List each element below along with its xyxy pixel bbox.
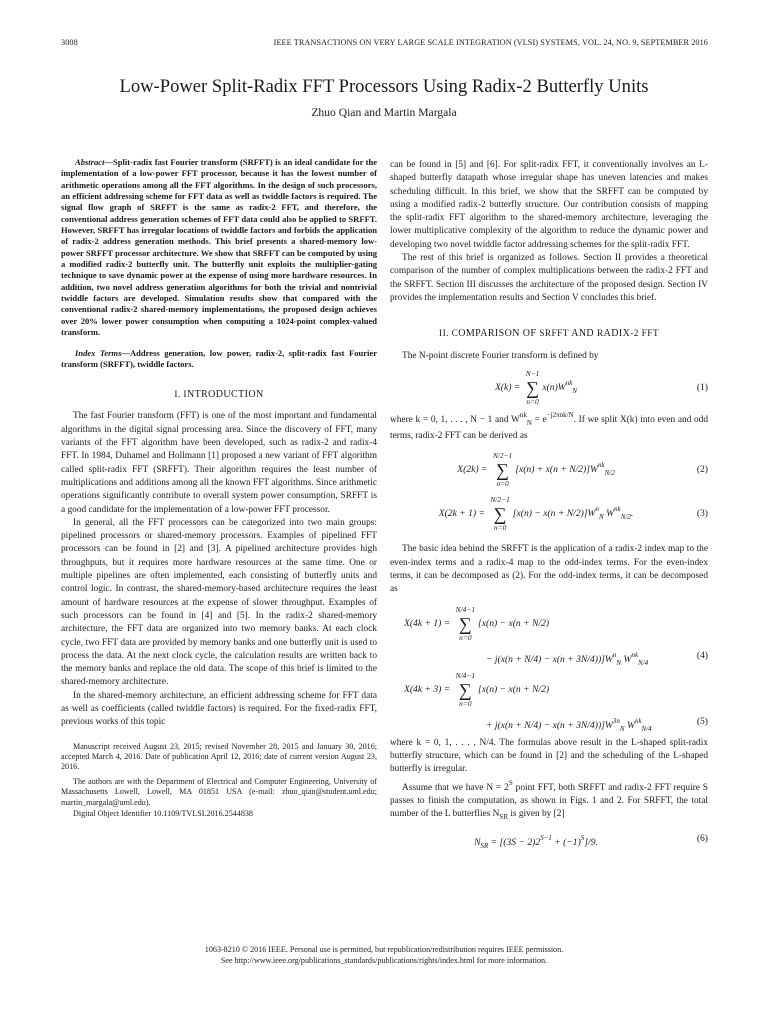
right-paragraph-1: can be found in [5] and [6]. For split-radix FFT, it conventionally involves an L-shaped butterfly datapath whose irregular shape has uneven latencies and makes scheduling difficult. In this brief, we show that the SRFFT can be computed by using a modified radix-2 butterfly structure. Our contribution consists of mapping the split-radix FFT algorithm to the shared-memory architecture, leveraging the lower multiplicative complexity of the algorithm to reduce the dynamic power and developing two novel twiddle factor addressing schemes for the split-radix FFT. xyxy=(390,160,708,250)
copyright-line-1: 1063-8210 © 2016 IEEE. Personal use is permitted, but republication/redistribution requires IEEE permission. xyxy=(204,945,564,954)
abstract xyxy=(61,157,377,339)
index-terms-lead: Index Terms— xyxy=(75,347,130,358)
journal-name: IEEE TRANSACTIONS ON VERY LARGE SCALE INTEGRATION (VLSI) SYSTEMS, VOL. 24, NO. 9, SEPTEMBER 2016 xyxy=(273,38,708,47)
equation-5: X(4k + 3) = N/4−1 ∑ n=0 [x(n) − x(n + N/2) + $j(x(n + N/4) - x(n + 3N/4))]W^{3n}_N$ $W^{nk}_{N/4}$ (5) xyxy=(404,670,708,733)
intro-paragraph-3: In the shared-memory architecture, an efficient addressing scheme for FFT data as well as coefficients (called twiddle factors) is required. For the fixed-radix FFT, previous works of this topic xyxy=(61,690,377,728)
summation-symbol: N/4−1 ∑ n=0 xyxy=(455,604,476,642)
equation-number: (2) xyxy=(696,464,708,476)
abstract-text: Split-radix fast Fourier transform (SRFFT) is an ideal candidate for the implementation of a low-power FFT processor, because it has the lowest number of arithmetic operations among all the FFT algorithms. In the design of such processors, an efficient addressing scheme for FFT data as well as twiddle factors is required. The signal flow graph of SRFFT is the same as radix-2 FFT, and therefore, the conventional address generation schemes of FFT data could also be applied to SRFFT. However, SRFFT has irregular locations of twiddle factors and forbids the application of radix-2 address generation methods. This brief presents a shared-memory low-power SRFFT processor architecture. We show that SRFFT can be computed by using a modified radix-2 butterfly unit. The butterfly unit exploits the multiplier-gating technique to save dynamic power at the expense of using more hardware resources. In addition, two novel address generation algorithms for both the trivial and nontrivial twiddle factors are developed. Simulation results show that compared with the conventional radix-2 shared-memory implementations, the proposed design achieves over 20% lower power consumption when computing a 1024-point complex-valued transform. xyxy=(61,157,377,338)
intro-paragraph-1: The fast Fourier transform (FFT) is one of the most important and fundamental algorithms in the digital signal processing area. Since the discovery of FFT, many variants of the FFT algorithm have been developed, such as radix-2 and radix-4 FFT. In 1984, Duhamel and Hollmann [1] proposed a new variant of FFT algorithm called split-radix FFT (SRFFT). Their algorithm requires the least number of multiplications and additions among all the known FFT algorithms. Since arithmetic operations significantly contribute to overall system power consumption, SRFFT is a good candidate for the implementation of a low-power FFT processor. xyxy=(61,411,377,515)
abstract-lead: Abstract— xyxy=(75,157,113,167)
index-terms xyxy=(61,348,377,371)
equation-3: X(2k + 1) = N/2−1 ∑ n=0 $[x(n) - x(n + N/2)]W^n_N$ $W^{nk}_{N/2}$. (3) xyxy=(438,495,708,533)
passes-paragraph: Assume that we have $N = 2^S$ point FFT, both SRFFT and radix-2 FFT require S passes to finish the computation, as shown in Figs. 1 and 2. For SRFFT, the total number of the L butterflies $N_{SR}$ is given by [2] xyxy=(390,778,708,822)
footnote-doi: Digital Object Identifier 10.1109/TVLSI.2016.2544838 xyxy=(73,809,253,819)
index-terms-text: Address generation, low power, radix-2, split-radix fast Fourier transform (SRFFT), twiddle factors. xyxy=(61,347,377,369)
paper-title: Low-Power Split-Radix FFT Processors Using Radix-2 Butterfly Units xyxy=(119,76,649,97)
summation-symbol: N/4−1 ∑ n=0 xyxy=(455,670,476,708)
footnote-affiliation: The authors are with the Department of Electrical and Computer Engineering, University of Massachusetts Lowell, Lowell, MA 01851 USA (e-mail: zhuo_qian@student.uml.edu; martin_margala@uml.edu). xyxy=(61,776,377,807)
footnote-manuscript: Manuscript received August 23, 2015; revised November 28, 2015 and January 30, 2016; accepted March 4, 2016. Date of publication April 12, 2016; date of current version August 23, 2016. xyxy=(61,741,377,772)
running-head xyxy=(61,38,708,47)
equation-number: (5) xyxy=(696,715,708,727)
paper-authors: Zhuo Qian and Martin Margala xyxy=(311,106,457,119)
dft-intro: The N-point discrete Fourier transform is defined by xyxy=(402,350,599,361)
left-column xyxy=(61,157,377,819)
twiddle-definition: where k = 0, 1, . . . , N − 1 and $W^{nk}_N = e^{-j2\pi nk/N}$. If we split X(k) into even and odd terms, radix-2 FFT can be derived as xyxy=(390,410,709,442)
equation-number: (3) xyxy=(696,508,708,520)
equation-1: X(k) = N−1 ∑ n=0 $x(n)W^{nk}_N$ (1) xyxy=(494,368,708,406)
equation-number: (4) xyxy=(696,649,708,661)
equation-2: X(2k) = N/2−1 ∑ n=0 $[x(n) + x(n + N/2)]W^{nk}_{N/2}$ (2) xyxy=(457,451,708,489)
intro-paragraph-2: In general, all the FFT processors can be categorized into two main groups: pipelined processors or shared-memory processors. Examples of pipelined FFT processors can be found in [2] and [3]. A pipelined architecture provides high throughputs, but it requires more hardware resources at the same time. One or multiple pipelines are often implemented, each consisting of butterfly units and control logic. In contrast, the shared-memory-based architecture requires the least amount of hardware resources at the expense of slower throughput. Examples of such processors can be found in [4] and [5]. In the radix-2 shared-memory architecture, the FFT data are organized into two memory banks. At each clock cycle, two FFT data are provided by memory banks and one butterfly unit is used to process the data. At the next clock cycle, the calculation results are written back to the memory banks and replace the old data. The scope of this brief is limited to the shared-memory architecture. xyxy=(61,517,377,688)
after-eq5-paragraph: where k = 0, 1, . . . , N/4. The formulas above result in the L-shaped split-radix butterfly structure, which can be found in [2] and the scheduling of the L-shaped butterfly is irregular. xyxy=(390,737,708,775)
summation-symbol: N/2−1 ∑ n=0 xyxy=(492,451,513,489)
copyright-line-2: See http://www.ieee.org/publications_standards/publications/rights/index.html for more information. xyxy=(220,956,548,965)
summation-symbol: N−1 ∑ n=0 xyxy=(525,368,540,406)
right-paragraph-2: The rest of this brief is organized as follows. Section II provides a theoretical comparison of the number of complex multiplications between the radix-2 FFT and the SRFFT. Section III discusses the architecture of the proposed design. Section IV provides the implementation results and Section V concludes this brief. xyxy=(390,253,708,303)
section-heading-comparison: II. COMPARISON OF SRFFT AND RADIX-2 FFT xyxy=(439,328,659,340)
copyright-notice xyxy=(0,944,768,966)
equation-number: (1) xyxy=(696,381,708,393)
srfft-idea-paragraph: The basic idea behind the SRFFT is the application of a radix-2 index map to the even-index terms and a radix-4 map to the odd-index terms. For the even-index terms, it can be decomposed as (2). For the odd-index terms, it can be decomposed as xyxy=(390,544,708,595)
equation-number: (6) xyxy=(696,833,708,845)
equation-4: X(4k + 1) = N/4−1 ∑ n=0 [x(n) − x(n + N/2) − $j(x(n + N/4) - x(n + 3N/4))]W^n_N$ $W^{nk}_{N/4}$ (4) xyxy=(404,604,708,667)
section-heading-introduction: I. INTRODUCTION xyxy=(174,389,264,401)
page-number: 3008 xyxy=(61,38,78,47)
equation-6: $N_{SR} = [(3S - 2)2^{S-1} + (-1)^S]/9$. (6) xyxy=(474,833,708,851)
right-column xyxy=(390,159,708,852)
summation-symbol: N/2−1 ∑ n=0 xyxy=(490,495,510,533)
